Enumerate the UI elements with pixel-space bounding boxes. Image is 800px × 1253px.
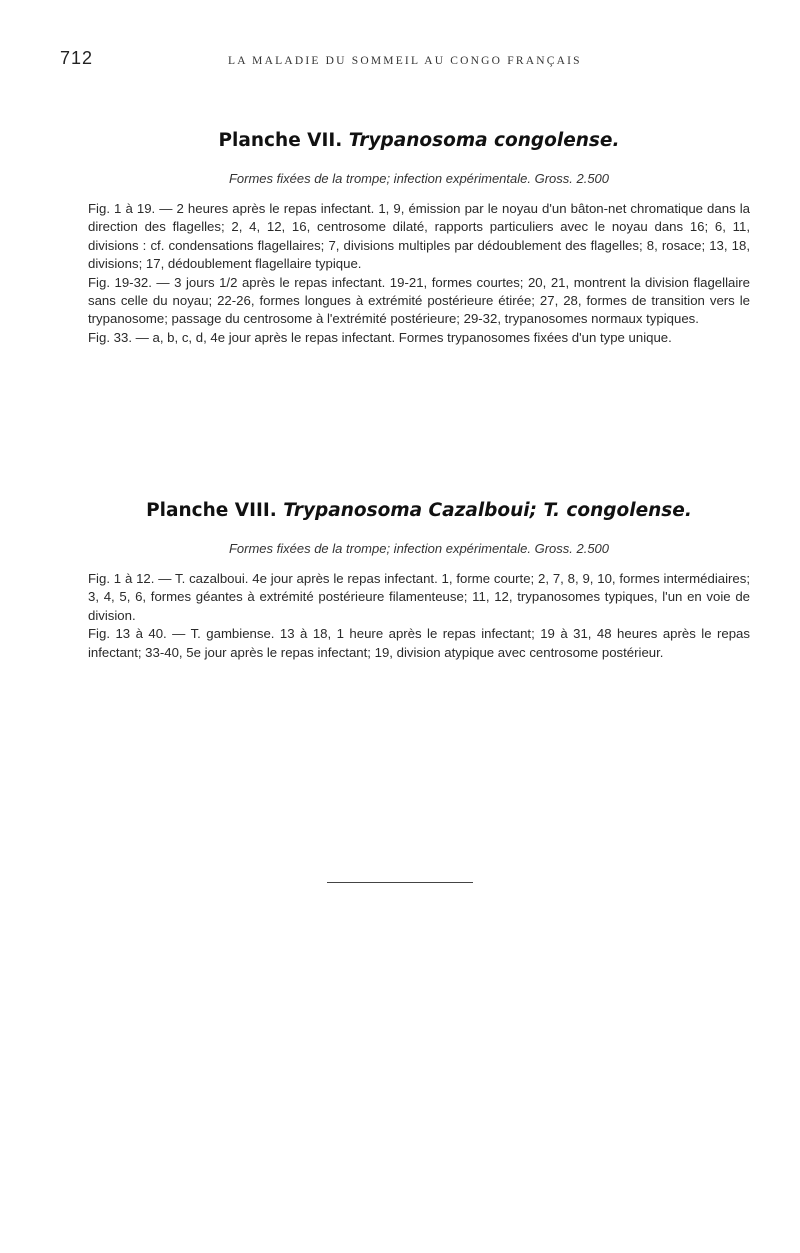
caption-paragraph: Fig. 13 à 40. — T. gambiense. 13 à 18, 1 heure après le repas infectant; 19 à 31, 48 heures après le repas infectant; 33-40, 5e jour après le repas infectant; 19, division atypique avec centrosome postérieur. — [88, 626, 750, 660]
section-divider — [327, 882, 473, 883]
caption-paragraph: Fig. 33. — a, b, c, d, 4e jour après le repas infectant. Formes trypanosomes fixées d'un type unique. — [88, 329, 672, 345]
page-number: 712 — [60, 48, 94, 68]
plate-8-subtitle: Formes fixées de la trompe; infection expérimentale. Gross. 2.500 — [228, 541, 610, 556]
plate-7-subtitle: Formes fixées de la trompe; infection expérimentale. Gross. 2.500 — [228, 171, 610, 186]
plate-7-title-taxon: Trypanosoma congolense. — [348, 130, 620, 151]
plate-8-title-taxon: Trypanosoma Cazalboui; T. congolense. — [283, 500, 692, 521]
plate-8-captions — [88, 570, 750, 662]
caption-paragraph: Fig. 19-32. — 3 jours 1/2 après le repas infectant. 19-21, formes courtes; 20, 21, montrent la division flagellaire sans celle du noyau; 22-26, formes longues à extrémité postérieure étirée; 27, 28, formes de transition vers le trypanosome; passage du centrosome à l'extrémité postérieure; 29-32, trypanosomes normaux typiques. — [88, 274, 750, 327]
plate-7-section — [88, 130, 750, 347]
plate-7-captions — [88, 200, 750, 347]
running-header: LA MALADIE DU SOMMEIL AU CONGO FRANÇAIS — [228, 55, 582, 67]
plate-8-title — [88, 500, 750, 521]
plate-8-title-prefix: Planche VIII. — [146, 500, 277, 521]
caption-paragraph: Fig. 1 à 12. — T. cazalboui. 4e jour après le repas infectant. 1, forme courte; 2, 7, 8, 9, 10, formes intermédiaires; 3, 4, 5, 6, formes géantes à extrémité postérieure filamenteuse; 11, 12, trypanosomes typiques, l'un en voie de division. — [88, 571, 750, 623]
plate-7-title — [88, 130, 750, 151]
caption-paragraph: Fig. 1 à 19. — 2 heures après le repas infectant. 1, 9, émission par le noyau d'un bâton-net chromatique dans la direction des flagelles; 2, 4, 12, 16, centrosome dilaté, rapports particuliers avec le noyau dans 16; 6, 11, divisions : cf. condensations flagellaires; 7, divisions multiples par dédoublement des flagelles; 8, rosace; 13, 18, divisions; 17, dédoublement flagellaire typique. — [88, 201, 750, 272]
plate-7-title-prefix: Planche VII. — [218, 130, 343, 151]
plate-8-section — [88, 500, 750, 662]
